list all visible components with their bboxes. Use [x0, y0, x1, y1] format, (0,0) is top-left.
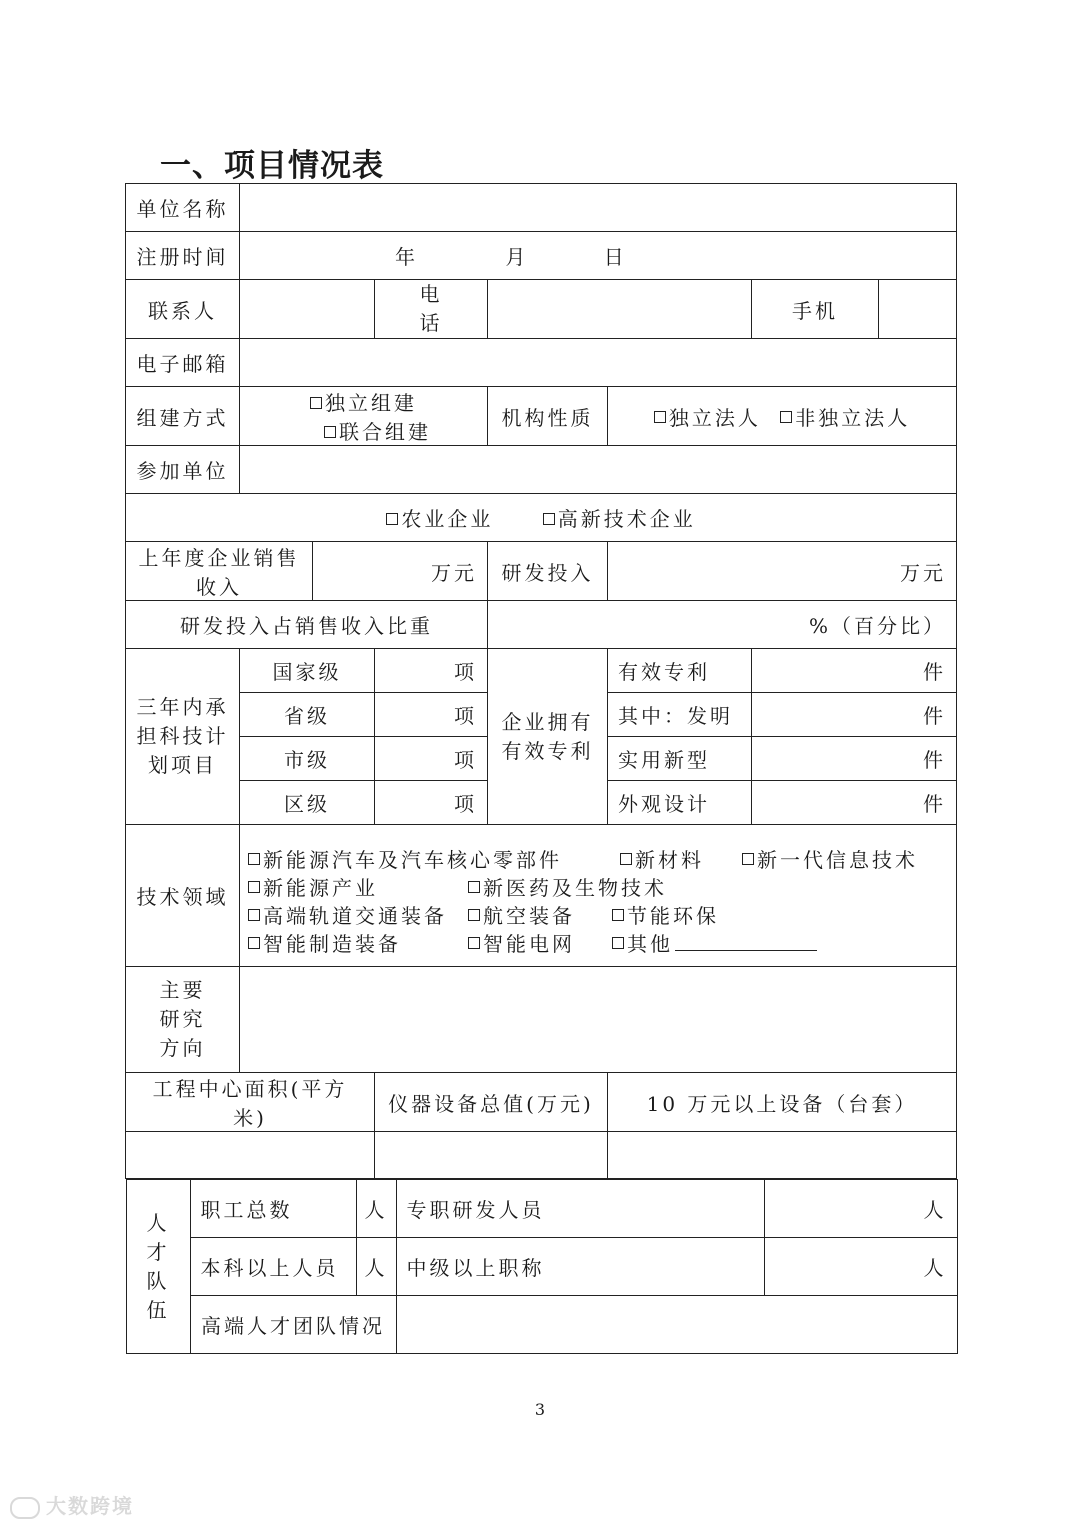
patent-type-label: 外观设计 [608, 781, 752, 825]
month-label: 月 [505, 245, 529, 269]
other-blank-line[interactable] [675, 949, 817, 951]
tech-other-checkbox[interactable]: 其他 [612, 928, 817, 957]
page-number: 3 [534, 1400, 546, 1419]
patent-type-label: 实用新型 [608, 737, 752, 781]
mid-title-label: 中级以上职称 [396, 1238, 764, 1296]
rd-unit: 万元 [900, 560, 947, 585]
bachelor-label: 本科以上人员 [190, 1238, 356, 1296]
build-options [240, 387, 488, 446]
equip-value-label: 仪器设备总值(万元) [375, 1073, 608, 1132]
patent-label: 企业拥有 有效专利 [488, 649, 608, 825]
mid-title-value[interactable]: 人 [764, 1238, 957, 1296]
sales-unit: 万元 [431, 560, 477, 585]
section-title: 一、项目情况表 [160, 148, 384, 184]
patent-value[interactable]: 件 [752, 649, 957, 693]
tech-option-checkbox[interactable]: 新医药及生物技术 [468, 872, 667, 901]
rd-staff-value[interactable]: 人 [764, 1180, 957, 1238]
tech-option-checkbox[interactable]: 智能电网 [468, 928, 575, 957]
partner-label: 参加单位 [126, 446, 240, 494]
tech-option-checkbox[interactable]: 新能源汽车及汽车核心零部件 [248, 844, 562, 873]
enterprise-type-row [126, 494, 957, 542]
partner-value[interactable] [240, 446, 957, 494]
bachelor-unit: 人 [356, 1238, 396, 1296]
tech-option-checkbox[interactable]: 新能源产业 [248, 872, 378, 901]
ratio-unit: %（百分比） [809, 614, 947, 638]
sales-value[interactable] [313, 542, 488, 601]
tech-option-checkbox[interactable]: 航空装备 [468, 900, 575, 929]
talent-table [126, 1179, 958, 1354]
mobile-value[interactable] [879, 280, 957, 339]
level-value[interactable]: 项 [375, 781, 488, 825]
patent-value[interactable]: 件 [752, 693, 957, 737]
staff-unit: 人 [356, 1180, 396, 1238]
direction-label: 主要 研究 方向 [126, 967, 240, 1073]
patent-value[interactable]: 件 [752, 737, 957, 781]
level-label: 区级 [240, 781, 375, 825]
day-label: 日 [603, 245, 627, 269]
phone-value[interactable] [488, 280, 752, 339]
team-label: 高端人才团队情况 [190, 1296, 396, 1354]
independent-build-checkbox[interactable]: 独立组建 [310, 387, 417, 416]
level-label: 国家级 [240, 649, 375, 693]
rd-label: 研发投入 [488, 542, 608, 601]
sales-label: 上年度企业销售收入 [126, 542, 313, 601]
unit-name-value[interactable] [240, 184, 957, 232]
equip-count-label: 10 万元以上设备（台套） [608, 1073, 957, 1132]
equip-count-value[interactable] [608, 1132, 957, 1179]
staff-label: 职工总数 [190, 1180, 356, 1238]
area-label: 工程中心面积(平方米) [126, 1073, 375, 1132]
tech-option-checkbox[interactable]: 新材料 [620, 844, 704, 873]
team-value[interactable] [396, 1296, 957, 1354]
reg-time-value[interactable] [240, 232, 957, 280]
tech-option-checkbox[interactable]: 节能环保 [612, 900, 719, 929]
level-label: 市级 [240, 737, 375, 781]
level-value[interactable]: 项 [375, 693, 488, 737]
projects-label: 三年内承 担科技计 划项目 [126, 649, 240, 825]
watermark: 大数跨境 [10, 1490, 134, 1519]
level-value[interactable]: 项 [375, 737, 488, 781]
patent-value[interactable]: 件 [752, 781, 957, 825]
build-label: 组建方式 [126, 387, 240, 446]
rd-value[interactable] [608, 542, 957, 601]
reg-time-label: 注册时间 [126, 232, 240, 280]
non-independent-legal-checkbox[interactable]: 非独立法人 [780, 402, 910, 431]
rd-staff-label: 专职研发人员 [396, 1180, 764, 1238]
tech-label: 技术领域 [126, 825, 240, 967]
ratio-value[interactable] [488, 601, 957, 649]
tech-option-checkbox[interactable]: 新一代信息技术 [742, 844, 918, 873]
direction-value[interactable] [240, 967, 957, 1073]
area-value[interactable] [126, 1132, 375, 1179]
email-label: 电子邮箱 [126, 339, 240, 387]
nature-options [608, 387, 957, 446]
patent-type-label: 有效专利 [608, 649, 752, 693]
patent-type-label: 其中：发明 [608, 693, 752, 737]
hitech-enterprise-checkbox[interactable]: 高新技术企业 [543, 503, 696, 532]
unit-name-label: 单位名称 [126, 184, 240, 232]
talent-label: 人才 队伍 [126, 1180, 190, 1354]
level-value[interactable]: 项 [375, 649, 488, 693]
contact-value[interactable] [240, 280, 375, 339]
tech-option-checkbox[interactable]: 智能制造装备 [248, 928, 401, 957]
joint-build-checkbox[interactable]: 联合组建 [324, 416, 431, 445]
contact-label: 联系人 [126, 280, 240, 339]
tech-options [240, 825, 957, 967]
nature-label: 机构性质 [488, 387, 608, 446]
ratio-label: 研发投入占销售收入比重 [126, 601, 488, 649]
equip-value-value[interactable] [375, 1132, 608, 1179]
project-info-table [125, 183, 957, 1354]
independent-legal-checkbox[interactable]: 独立法人 [654, 402, 761, 431]
email-value[interactable] [240, 339, 957, 387]
agri-enterprise-checkbox[interactable]: 农业企业 [386, 503, 493, 532]
tech-option-checkbox[interactable]: 高端轨道交通装备 [248, 900, 447, 929]
phone-label: 电 话 [375, 280, 488, 339]
level-label: 省级 [240, 693, 375, 737]
year-label: 年 [395, 245, 418, 269]
mobile-label: 手机 [752, 280, 879, 339]
watermark-logo-icon [10, 1497, 40, 1519]
